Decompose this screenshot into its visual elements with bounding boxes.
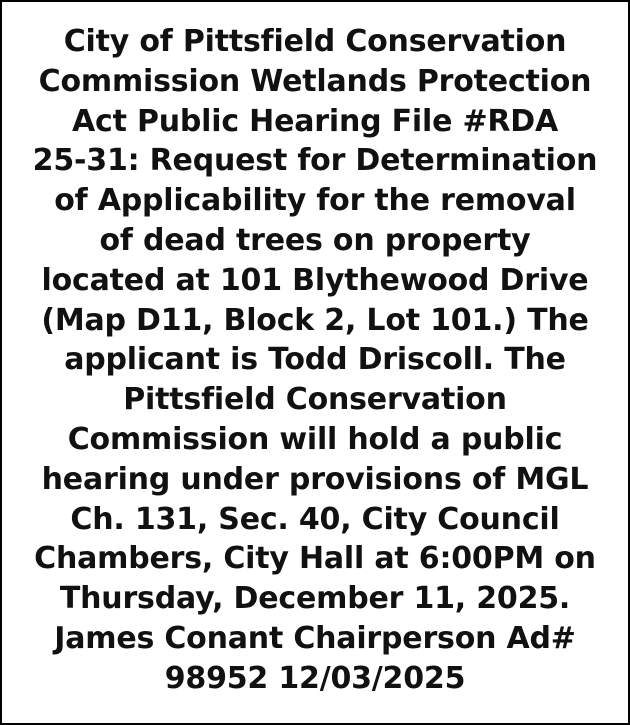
notice-line-12: hearing under provisions of MGL (41, 461, 589, 497)
notice-line-7: located at 101 Blythewood Drive (41, 262, 589, 298)
notice-line-3: Act Public Hearing File #RDA (71, 103, 559, 139)
notice-line-13: Ch. 131, Sec. 40, City Council (70, 501, 560, 537)
notice-line-16: James Conant Chairperson Ad# (54, 620, 576, 656)
notice-line-8: (Map D11, Block 2, Lot 101.) The (41, 302, 589, 338)
notice-line-15: Thursday, December 11, 2025. (59, 581, 571, 617)
notice-line-4: 25-31: Request for Determination (32, 143, 598, 179)
notice-line-1: City of Pittsfield Conservation (63, 24, 567, 59)
notice-line-10: Pittsfield Conservation (123, 382, 507, 418)
notice-line-5: of Applicability for the removal (54, 183, 576, 219)
notice-line-2: Commission Wetlands Protection (38, 63, 592, 99)
notice-line-14: Chambers, City Hall at 6:00PM on (34, 541, 596, 577)
notice-line-6: of dead trees on property (99, 222, 531, 258)
notice-line-17: 98952 12/03/2025 (164, 660, 466, 696)
notice-line-11: Commission will hold a public (67, 421, 563, 457)
notice-line-9: applicant is Todd Driscoll. The (64, 342, 566, 378)
